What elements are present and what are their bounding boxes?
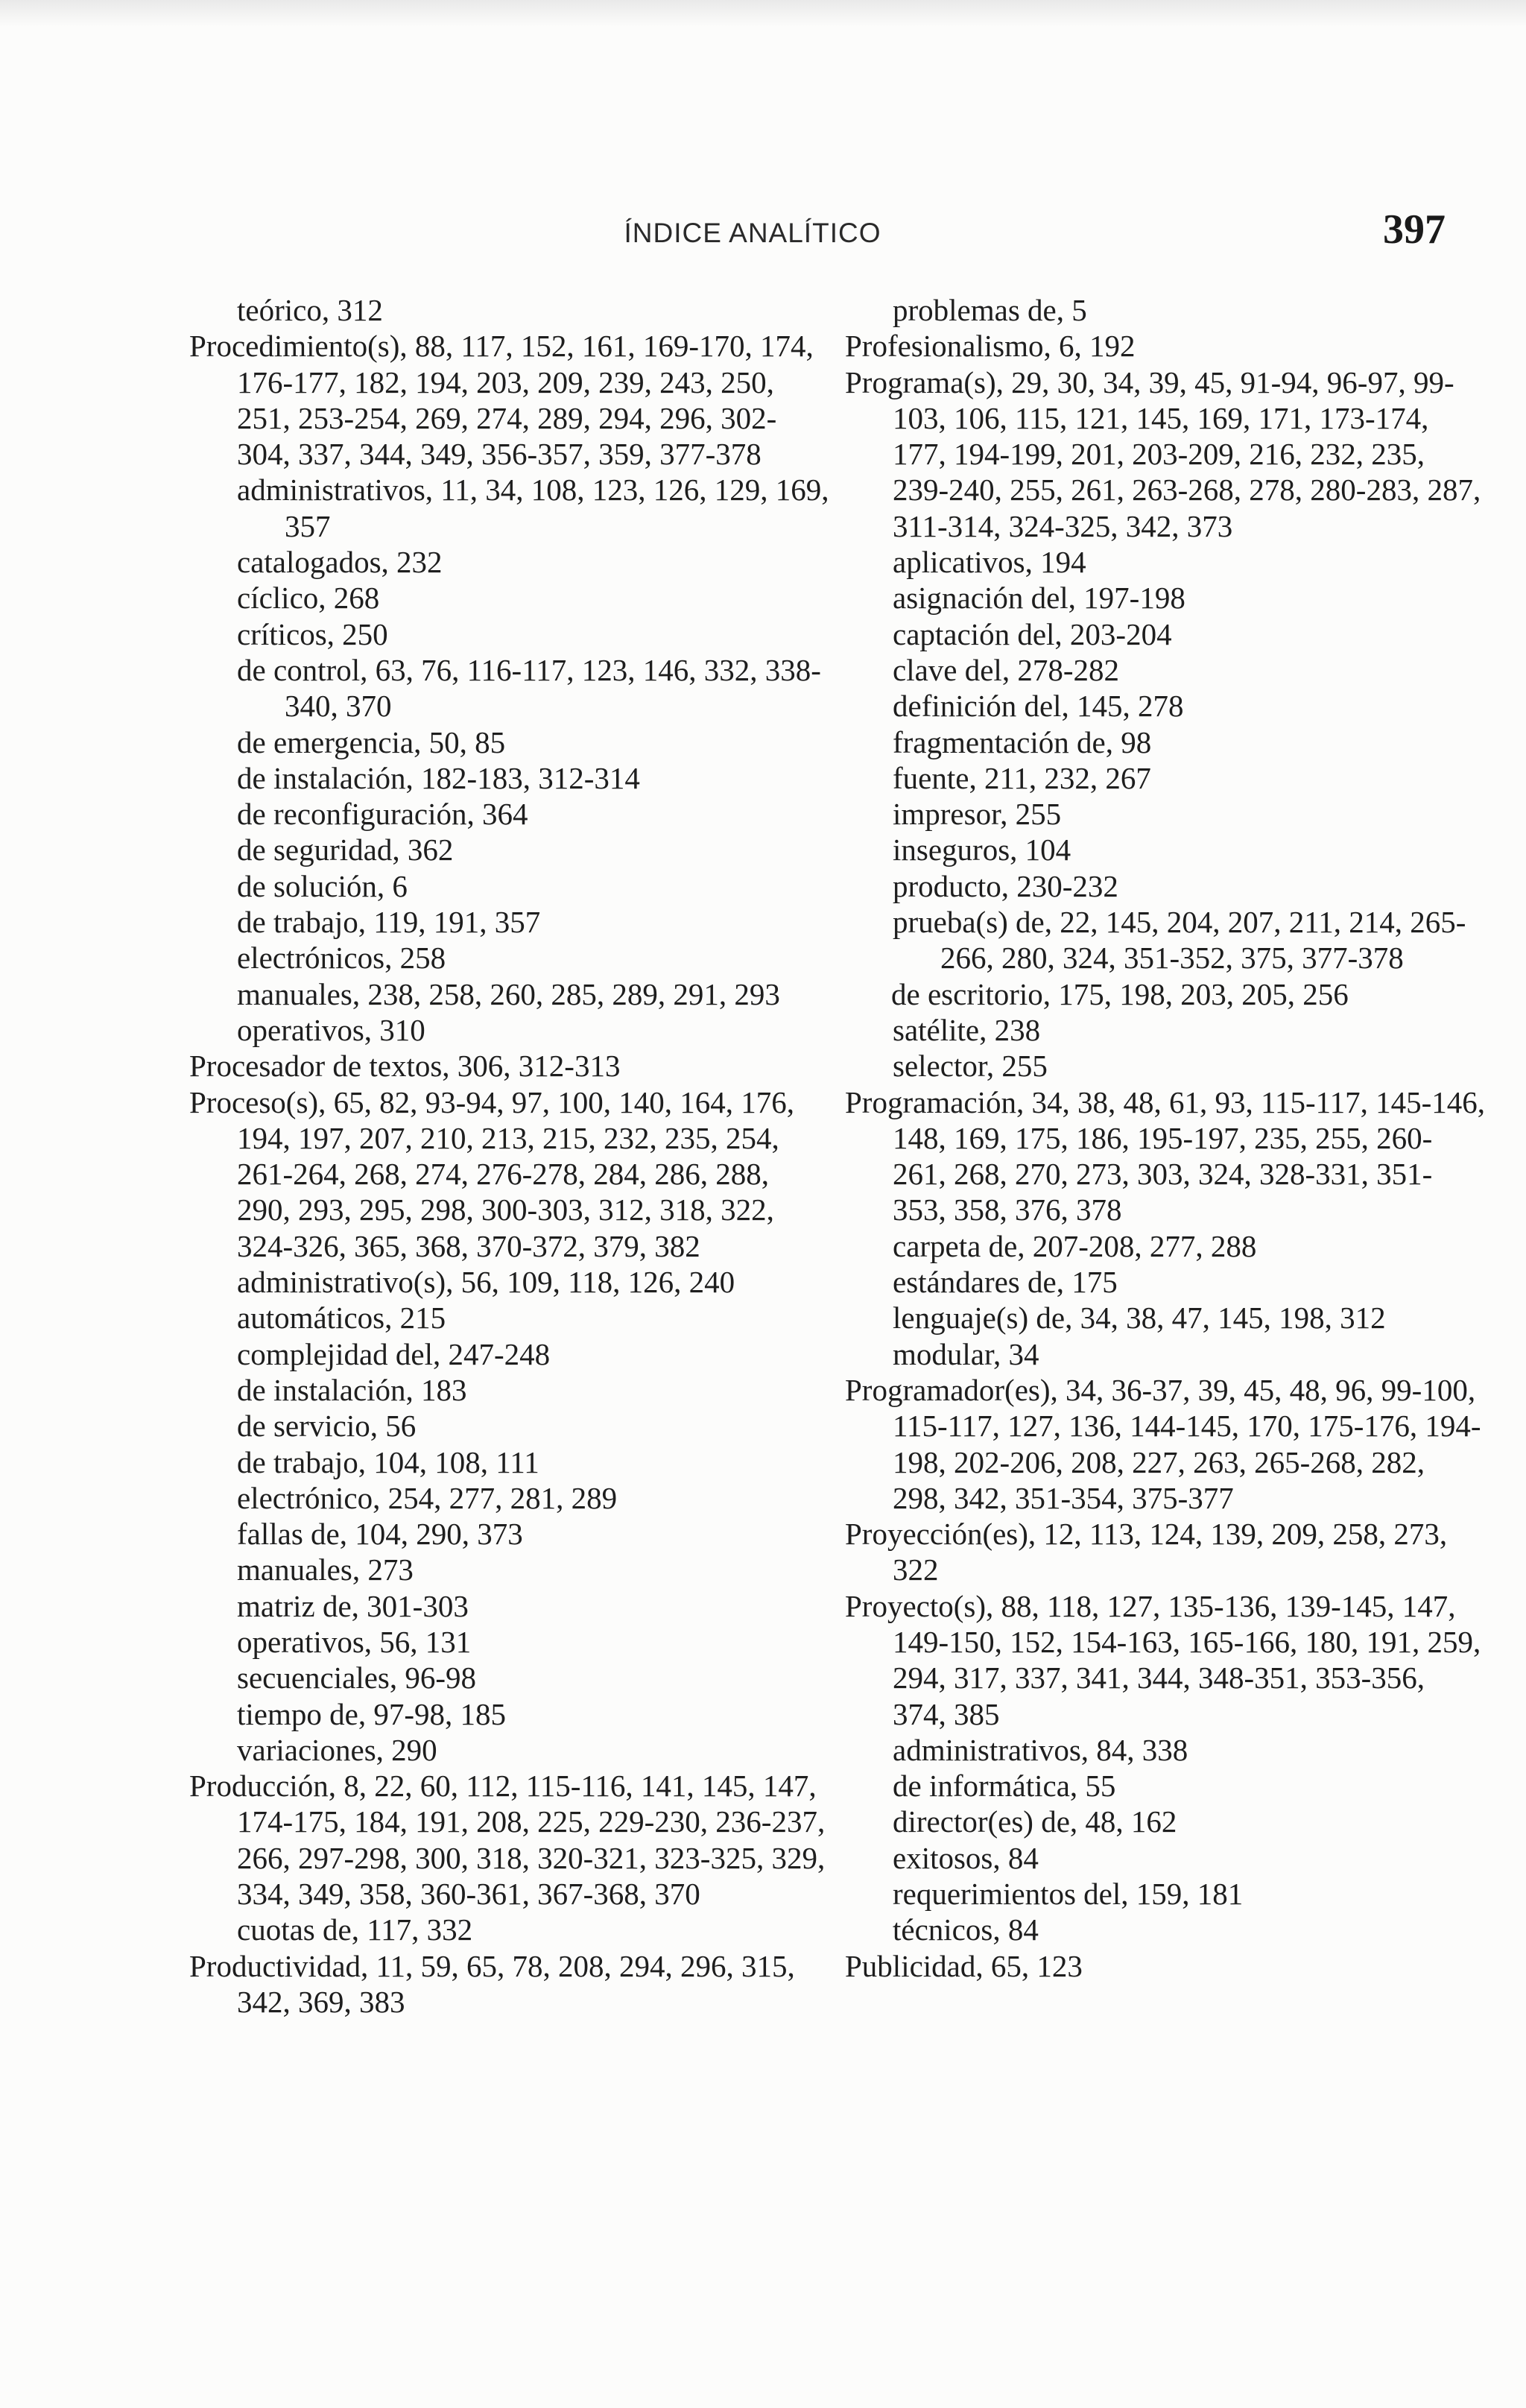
index-subentry: director(es) de, 48, 162 — [893, 1804, 1177, 1839]
index-subentry: impresor, 255 — [893, 797, 1062, 832]
index-subentry: de control, 63, 76, 116-117, 123, 146, 332, 338-340, 370 — [237, 652, 821, 724]
index-entry: Programador(es), 34, 36-37, 39, 45, 48, 96, 99-100, 115-117, 127, 136, 144-145, 170, 175-176, 194-198, 202-206, 208, 227, 263, 265-268, 282, 298, 342, 351-354, 375-377 — [845, 1372, 1481, 1515]
index-subentry: producto, 230-232 — [893, 868, 1118, 903]
index-subentry: electrónico, 254, 277, 281, 289 — [237, 1480, 618, 1515]
index-subentry: fallas de, 104, 290, 373 — [237, 1517, 523, 1552]
index-subentry: de trabajo, 119, 191, 357 — [237, 905, 541, 940]
index-entry: Procesador de textos, 306, 312-313 — [189, 1049, 621, 1084]
index-subentry: complejidad del, 247-248 — [237, 1336, 551, 1371]
index-entry: Proyección(es), 12, 113, 124, 139, 209, 258, 273, 322 — [845, 1517, 1448, 1587]
index-subentry: técnicos, 84 — [893, 1912, 1039, 1947]
index-entry: Procedimiento(s), 88, 117, 152, 161, 169-170, 174, 176-177, 182, 194, 203, 209, 239, 243, 250, 251, 253-254, 269, 274, 289, 294, 296, 302-304, 337, 344, 349, 356-357, 359, 377-378 — [189, 329, 814, 472]
index-subentry: captación del, 203-204 — [893, 616, 1172, 651]
index-subentry: fragmentación de, 98 — [893, 724, 1152, 759]
index-subentry: de trabajo, 104, 108, 111 — [237, 1444, 539, 1479]
index-subentry: clave del, 278-282 — [893, 652, 1119, 687]
index-subentry: de instalación, 183 — [237, 1372, 467, 1407]
index-subentry: matriz de, 301-303 — [237, 1588, 469, 1623]
index-subentry: operativos, 56, 131 — [237, 1624, 472, 1659]
index-entry: Profesionalismo, 6, 192 — [845, 329, 1136, 364]
index-subentry — [845, 976, 1486, 1012]
index-subentry: definición del, 145, 278 — [893, 689, 1184, 724]
index-subentry: críticos, 250 — [237, 616, 388, 651]
index-subentry: de servicio, 56 — [237, 1409, 417, 1444]
index-subentry: de emergencia, 50, 85 — [237, 724, 506, 759]
index-subentry: carpeta de, 207-208, 277, 288 — [893, 1228, 1257, 1263]
index-subentry: prueba(s) de, 22, 145, 204, 207, 211, 214, 265-266, 280, 324, 351-352, 375, 377-378 — [893, 905, 1466, 976]
index-subentry: cuotas de, 117, 332 — [237, 1912, 473, 1947]
index-subentry: exitosos, 84 — [893, 1840, 1039, 1875]
index-column-right — [845, 292, 1486, 1984]
index-subentry: inseguros, 104 — [893, 832, 1071, 868]
index-subentry: cíclico, 268 — [237, 581, 380, 616]
running-head: ÍNDICE ANALÍTICO — [624, 218, 881, 248]
index-entry: Proyecto(s), 88, 118, 127, 135-136, 139-145, 147, 149-150, 152, 154-163, 165-166, 180, 191, 259, 294, 317, 337, 341, 344, 348-351, 353-356, 374, 385 — [845, 1588, 1481, 1731]
index-subentry: estándares de, 175 — [893, 1265, 1118, 1300]
index-subentry: manuales, 238, 258, 260, 285, 289, 291, 293 — [237, 976, 780, 1011]
index-subentry: administrativos, 84, 338 — [893, 1732, 1188, 1767]
index-entry: Proceso(s), 65, 82, 93-94, 97, 100, 140, 164, 176, 194, 197, 207, 210, 213, 215, 232, 235, 254, 261-264, 268, 274, 276-278, 284, 286, 288, 290, 293, 295, 298, 300-303, 312, 318, 322, 324-326, 365, 368, 370-372, 379, 382 — [189, 1084, 794, 1263]
index-subsubentry-text: de escritorio, 175, 198, 203, 205, 256 — [891, 976, 1349, 1011]
index-entry: Publicidad, 65, 123 — [845, 1948, 1083, 1983]
index-subentry: manuales, 273 — [237, 1552, 414, 1587]
index-subentry: satélite, 238 — [893, 1012, 1041, 1047]
index-subentry: modular, 34 — [893, 1336, 1039, 1371]
index-subentry: fuente, 211, 232, 267 — [893, 760, 1151, 795]
index-subentry: de reconfiguración, 364 — [237, 797, 528, 832]
index-subentry: automáticos, 215 — [237, 1301, 446, 1336]
index-subentry: selector, 255 — [893, 1049, 1048, 1084]
index-subentry: secuenciales, 96-98 — [237, 1660, 477, 1696]
index-subentry: administrativo(s), 56, 109, 118, 126, 240 — [237, 1265, 735, 1300]
index-subentry: variaciones, 290 — [237, 1732, 437, 1767]
index-subentry: aplicativos, 194 — [893, 545, 1086, 580]
index-entry: Programación, 34, 38, 48, 61, 93, 115-117, 145-146, 148, 169, 175, 186, 195-197, 235, 255, 260-261, 268, 270, 273, 303, 324, 328-331, 351-353, 358, 376, 378 — [845, 1084, 1485, 1227]
index-subentry: asignación del, 197-198 — [893, 581, 1185, 616]
index-subentry: operativos, 310 — [237, 1012, 425, 1047]
index-subentry: tiempo de, 97-98, 185 — [237, 1696, 506, 1731]
page-top-shadow — [0, 0, 1526, 27]
index-subentry: de informática, 55 — [893, 1769, 1116, 1804]
page-number: 397 — [1383, 206, 1446, 253]
index-entry: Producción, 8, 22, 60, 112, 115-116, 141, 145, 147, 174-175, 184, 191, 208, 225, 229-230, 236-237, 266, 297-298, 300, 318, 320-321, 323-325, 329, 334, 349, 358, 360-361, 367-368, 370 — [189, 1769, 826, 1912]
index-entry: Productividad, 11, 59, 65, 78, 208, 294, 296, 315, 342, 369, 383 — [189, 1948, 795, 2019]
index-entry: Programa(s), 29, 30, 34, 39, 45, 91-94, 96-97, 99-103, 106, 115, 121, 145, 169, 171, 173-174, 177, 194-199, 201, 203-209, 216, 232, 235, 239-240, 255, 261, 263-268, 278, 280-283, 287, 311-314, 324-325, 342, 373 — [845, 364, 1481, 543]
index-subentry: administrativos, 11, 34, 108, 123, 126, 129, 169, 357 — [237, 473, 829, 543]
index-subentry: requerimientos del, 159, 181 — [893, 1877, 1244, 1912]
index-subentry: catalogados, 232 — [237, 545, 443, 580]
index-subentry: de instalación, 182-183, 312-314 — [237, 760, 640, 795]
index-column-left — [189, 292, 830, 2020]
index-subentry: de seguridad, 362 — [237, 832, 454, 868]
index-subentry: electrónicos, 258 — [237, 941, 446, 976]
index-subentry: lenguaje(s) de, 34, 38, 47, 145, 198, 312 — [893, 1301, 1386, 1336]
index-subentry: problemas de, 5 — [893, 293, 1087, 327]
index-subentry: teórico, 312 — [237, 293, 383, 327]
index-subentry: de solución, 6 — [237, 868, 408, 903]
